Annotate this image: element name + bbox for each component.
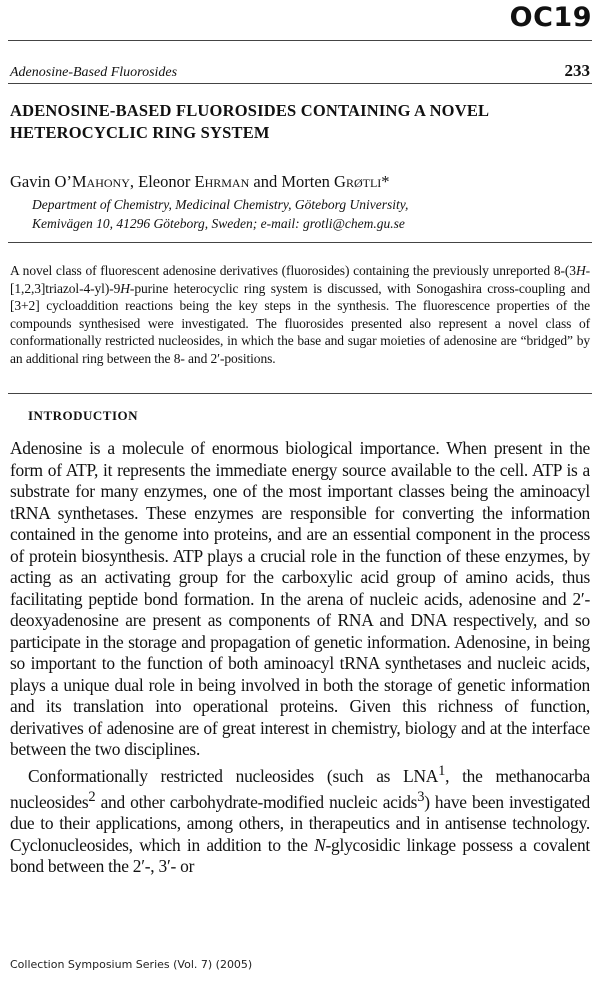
reference-3: 3 <box>417 788 425 805</box>
introduction-body <box>10 438 590 878</box>
footer-series: Collection Symposium Series (Vol. 7) (2005) <box>10 958 253 971</box>
abstract-text-1: A novel class of fluorescent adenosine derivatives (fluorosides) containing the previously unreported 8-(3 <box>10 263 576 278</box>
top-rule <box>8 40 592 41</box>
page-number: 233 <box>564 61 590 80</box>
affiliation-line-2: Kemivägen 10, 41296 Göteborg, Sweden; e-mail: grotli@chem.gu.se <box>32 216 405 231</box>
author-1-family: Mahony <box>71 172 130 191</box>
abstract-text-3: -purine heterocyclic ring system is discussed, with Sonogashira cross-coupling and [3+2] cycloaddition reactions being the key steps in the synthesis. The fluorescence properties of the compounds synthesised were investigated. The fluorosides presented also represent a novel class of conformationally restricted nucleosides, in which the base and sugar moieties of adenosine are “bridged” by an additional ring between the 8- and 2′-positions. <box>10 280 590 366</box>
reference-2: 2 <box>88 788 96 805</box>
affiliation <box>32 195 592 233</box>
author-list <box>10 172 390 192</box>
abstract-bottom-rule <box>8 393 592 394</box>
abstract-top-rule <box>8 242 592 243</box>
affiliation-line-1: Department of Chemistry, Medicinal Chemistry, Göteborg University, <box>32 197 409 212</box>
article-code: OC19 <box>509 2 592 33</box>
para2-text-2: , the methanocarba nucleosides <box>10 765 590 812</box>
para2-text-4: ) have been investigated due to their applications, among others, in therapeutics and in antisense technology. Cyclonucleosides, which in addition to the <box>10 791 590 855</box>
paper-title: ADENOSINE-BASED FLUOROSIDES CONTAINING A NOVEL HETEROCYCLIC RING SYSTEM <box>10 101 489 142</box>
abstract-text-2: -[1,2,3]triazol-4-yl)-9 <box>10 263 590 296</box>
para2-text-1: Conformationally restricted nucleosides (such as LNA <box>28 765 439 786</box>
abstract-italic-h-1: H <box>575 263 586 278</box>
author-3-given: Morten <box>281 172 335 191</box>
abstract <box>10 262 590 368</box>
section-heading-introduction: INTRODUCTION <box>28 408 139 423</box>
author-2-separator: and <box>249 172 282 191</box>
author-1-given: Gavin O’ <box>10 172 72 191</box>
introduction-paragraph-2 <box>10 761 590 878</box>
author-1-separator: , <box>129 172 139 191</box>
reference-1: 1 <box>438 762 446 779</box>
author-2-given: Eleonor <box>138 172 195 191</box>
running-head-rule <box>8 83 592 84</box>
author-3-family: Grøtli <box>334 172 382 191</box>
abstract-italic-h-2: H <box>120 280 130 296</box>
running-head <box>10 61 590 81</box>
running-title: Adenosine-Based Fluorosides <box>10 65 178 80</box>
corresponding-author-mark: * <box>381 172 390 191</box>
author-2-family: Ehrman <box>194 172 250 191</box>
para2-text-3: and other carbohydrate-modified nucleic acids <box>95 791 418 812</box>
introduction-paragraph-1: Adenosine is a molecule of enormous biological importance. When present in the form of ATP, it represents the immediate energy source available to the cell. ATP is a substrate for many enzymes, one of the most important classes being the aminoacyl tRNA synthetases. These enzymes are responsible for converting the information contained in the genome into proteins, and are an essential component in the process of protein biosynthesis. ATP plays a crucial role in the function of these enzymes, by acting as an activating group for the carboxylic acid group of amino acids, thus facilitating peptide bond formation. In the arena of nucleic acids, adenosine and 2′-deoxyadenosine are present as components of RNA and DNA respectively, and so participate in the storage and propagation of genetic information. Adenosine, in being so important to the function of both aminoacyl tRNA synthetases and nucleic acids, plays a unique dual role in being involved in both the storage of genetic information and its translation into operational proteins. Given this richness of function, derivatives of adenosine are of great interest in chemistry, biology and at the interface between the two disciplines. <box>10 438 590 759</box>
para2-text-5: -glycosidic linkage possess a covalent bond between the 2′-, 3′- or <box>10 834 591 877</box>
para2-italic-n: N <box>314 834 326 855</box>
